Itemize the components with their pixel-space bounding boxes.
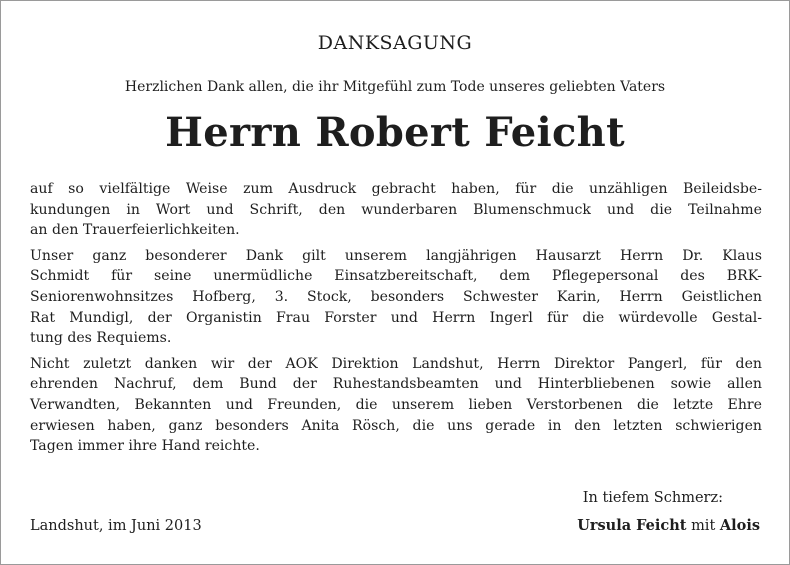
body-line: an den Trauerfeierlichkeiten.: [30, 222, 240, 239]
body-line: kundungen in Wort und Schrift, den wunderbaren Blumenschmuck und die Teilnahme: [30, 201, 762, 218]
intro-line: Herzlichen Dank allen, die ihr Mitgefühl zum Tode unseres geliebten Vaters: [124, 79, 666, 95]
body-paragraph: [30, 354, 762, 457]
notice-heading: DANKSAGUNG: [317, 32, 473, 54]
body-line: auf so vielfältige Weise zum Ausdruck gebracht haben, für die unzähligen Beileidsbe-: [30, 181, 762, 197]
body-line: Tagen immer ihre Hand reichte.: [30, 438, 260, 455]
body-paragraph: [30, 246, 762, 349]
signature: [577, 516, 760, 536]
body-line: Nicht zuletzt danken wir der AOK Direktion Landshut, Herrn Direktor Pangerl, für den: [30, 355, 762, 372]
body-line: erwiesen haben, ganz besonders Anita Rösch, die uns gerade in den letzten schwierigen: [30, 417, 762, 434]
place-and-date: Landshut, im Juni 2013: [30, 518, 202, 534]
body-paragraph: [30, 179, 762, 241]
signature-name-secondary: Alois: [719, 517, 760, 534]
body-line: Schmidt für seine unermüdliche Einsatzbereitschaft, dem Pflegepersonal des BRK-: [30, 268, 762, 285]
signature-name-primary: Ursula Feicht: [577, 517, 687, 534]
body-line: tung des Requiems.: [30, 330, 172, 347]
body-line: ehrenden Nachruf, dem Bund der Ruhestandsbeamten und Hinterbliebenen sowie allen: [30, 376, 762, 393]
body-line: Rat Mundigl, der Organistin Frau Forster und Herrn Ingerl für die würdevolle Gestal-: [30, 309, 762, 326]
closing-phrase: In tiefem Schmerz:: [582, 490, 723, 506]
body-line: Unser ganz besonderer Dank gilt unserem langjährigen Hausarzt Herrn Dr. Klaus: [30, 247, 762, 264]
deceased-name: Herrn Robert Feicht: [165, 109, 625, 156]
body-line: Seniorenwohnsitzes Hofberg, 3. Stock, besonders Schwester Karin, Herrn Geistlichen: [30, 288, 762, 305]
notice-body: [30, 179, 762, 462]
signature-connector: mit: [691, 518, 716, 534]
body-line: Verwandten, Bekannten und Freunden, die unserem lieben Verstorbenen die letzte Ehre: [30, 396, 762, 413]
